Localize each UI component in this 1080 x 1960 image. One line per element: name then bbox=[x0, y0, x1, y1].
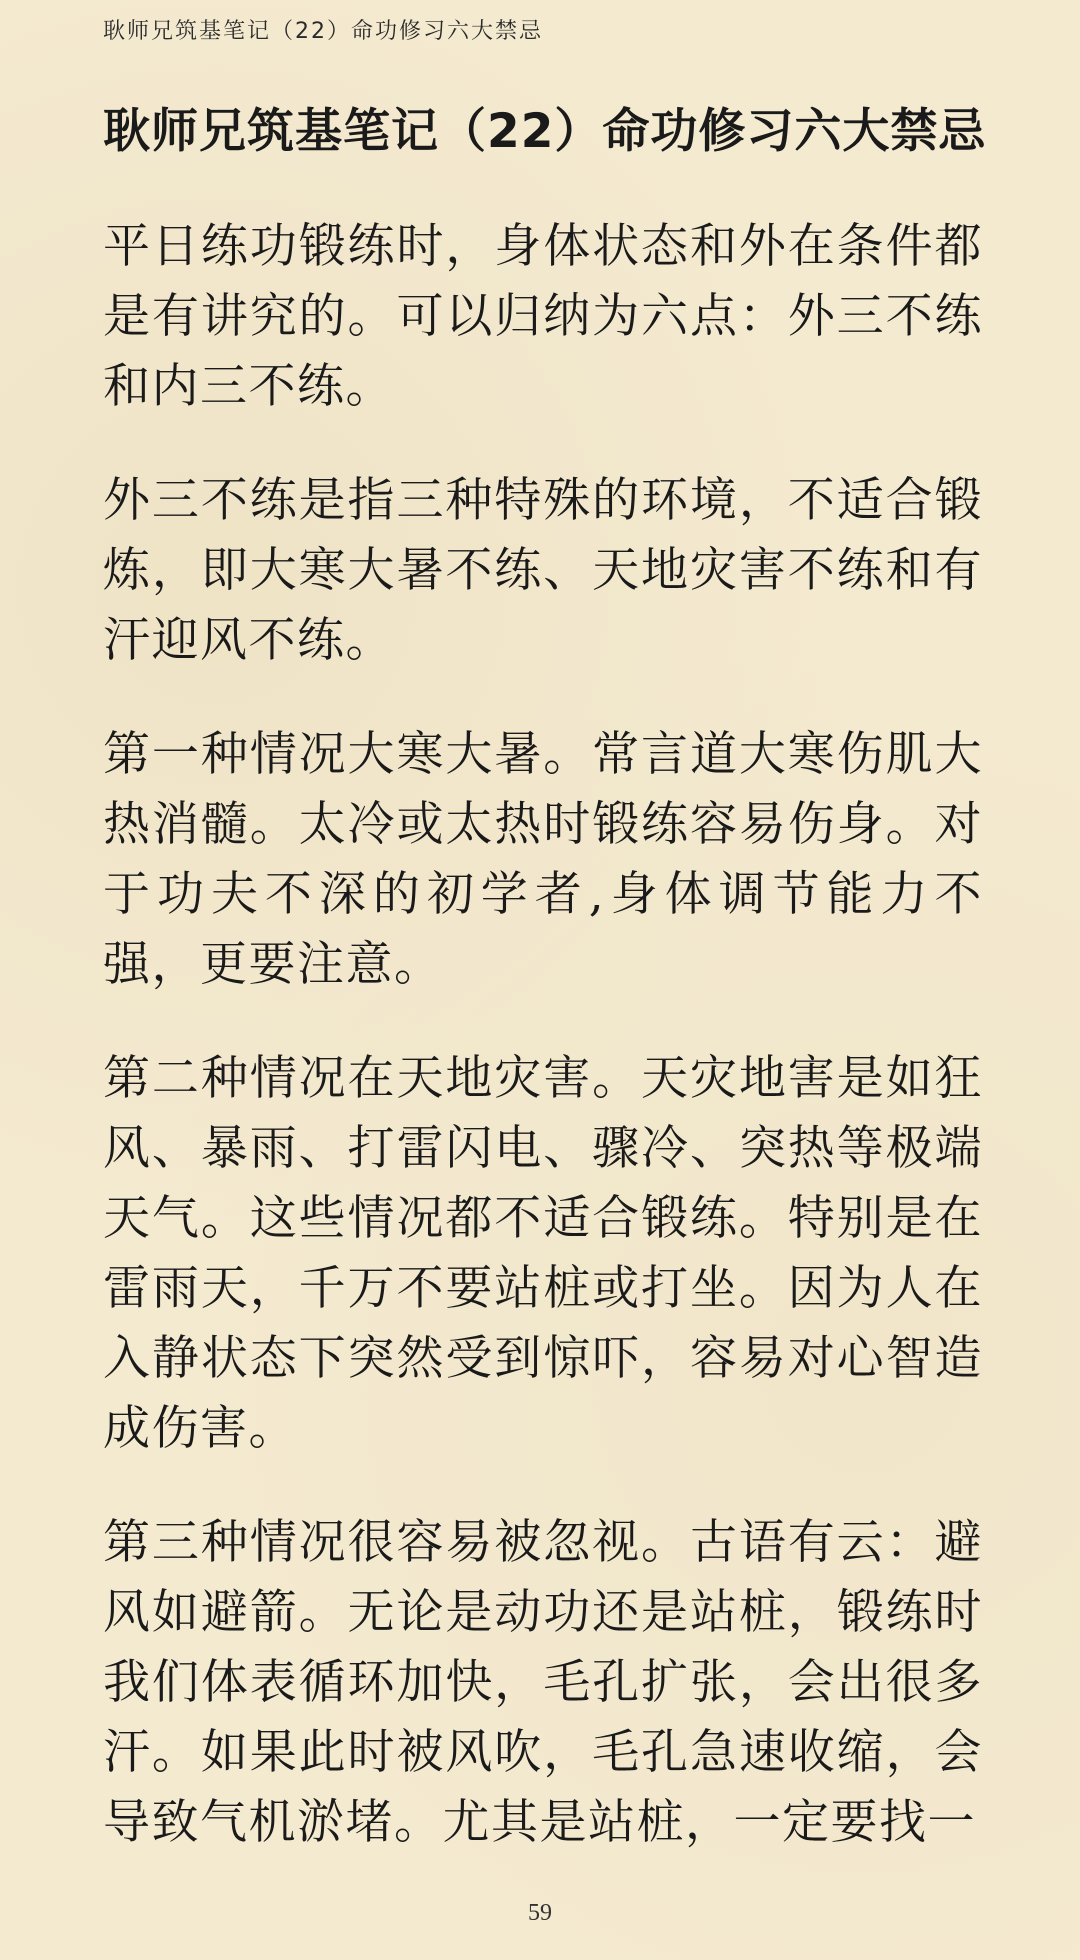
paragraph: 第二种情况在天地灾害。天灾地害是如狂风、暴雨、打雷闪电、骤冷、突热等极端天气。这些情况都不适合锻练。特别是在雷雨天，千万不要站桩或打坐。因为人在入静状态下突然受到惊吓，容易对心智造成伤害。 bbox=[103, 1051, 983, 1456]
page-number: 59 bbox=[528, 1900, 552, 1926]
paragraph: 平日练功锻练时，身体状态和外在条件都是有讲究的。可以归纳为六点：外三不练和内三不练。 bbox=[103, 219, 983, 414]
running-header: 耿师兄筑基笔记（22）命功修习六大禁忌 bbox=[103, 19, 543, 44]
paragraph: 第一种情况大寒大暑。常言道大寒伤肌大热消髓。太冷或太热时锻练容易伤身。对于功夫不深的初学者,身体调节能力不强，更要注意。 bbox=[103, 727, 983, 992]
paragraph: 第三种情况很容易被忽视。古语有云：避风如避箭。无论是动功还是站桩，锻练时我们体表循环加快，毛孔扩张，会出很多汗。如果此时被风吹，毛孔急速收缩，会导致气机淤堵。尤其是站桩，一定要找一 bbox=[103, 1515, 983, 1850]
article-title: 耿师兄筑基笔记（22）命功修习六大禁忌 bbox=[103, 104, 987, 159]
article-body bbox=[103, 94, 987, 1902]
paragraph: 外三不练是指三种特殊的环境，不适合锻炼，即大寒大暑不练、天地灾害不练和有汗迎风不练。 bbox=[103, 473, 983, 668]
